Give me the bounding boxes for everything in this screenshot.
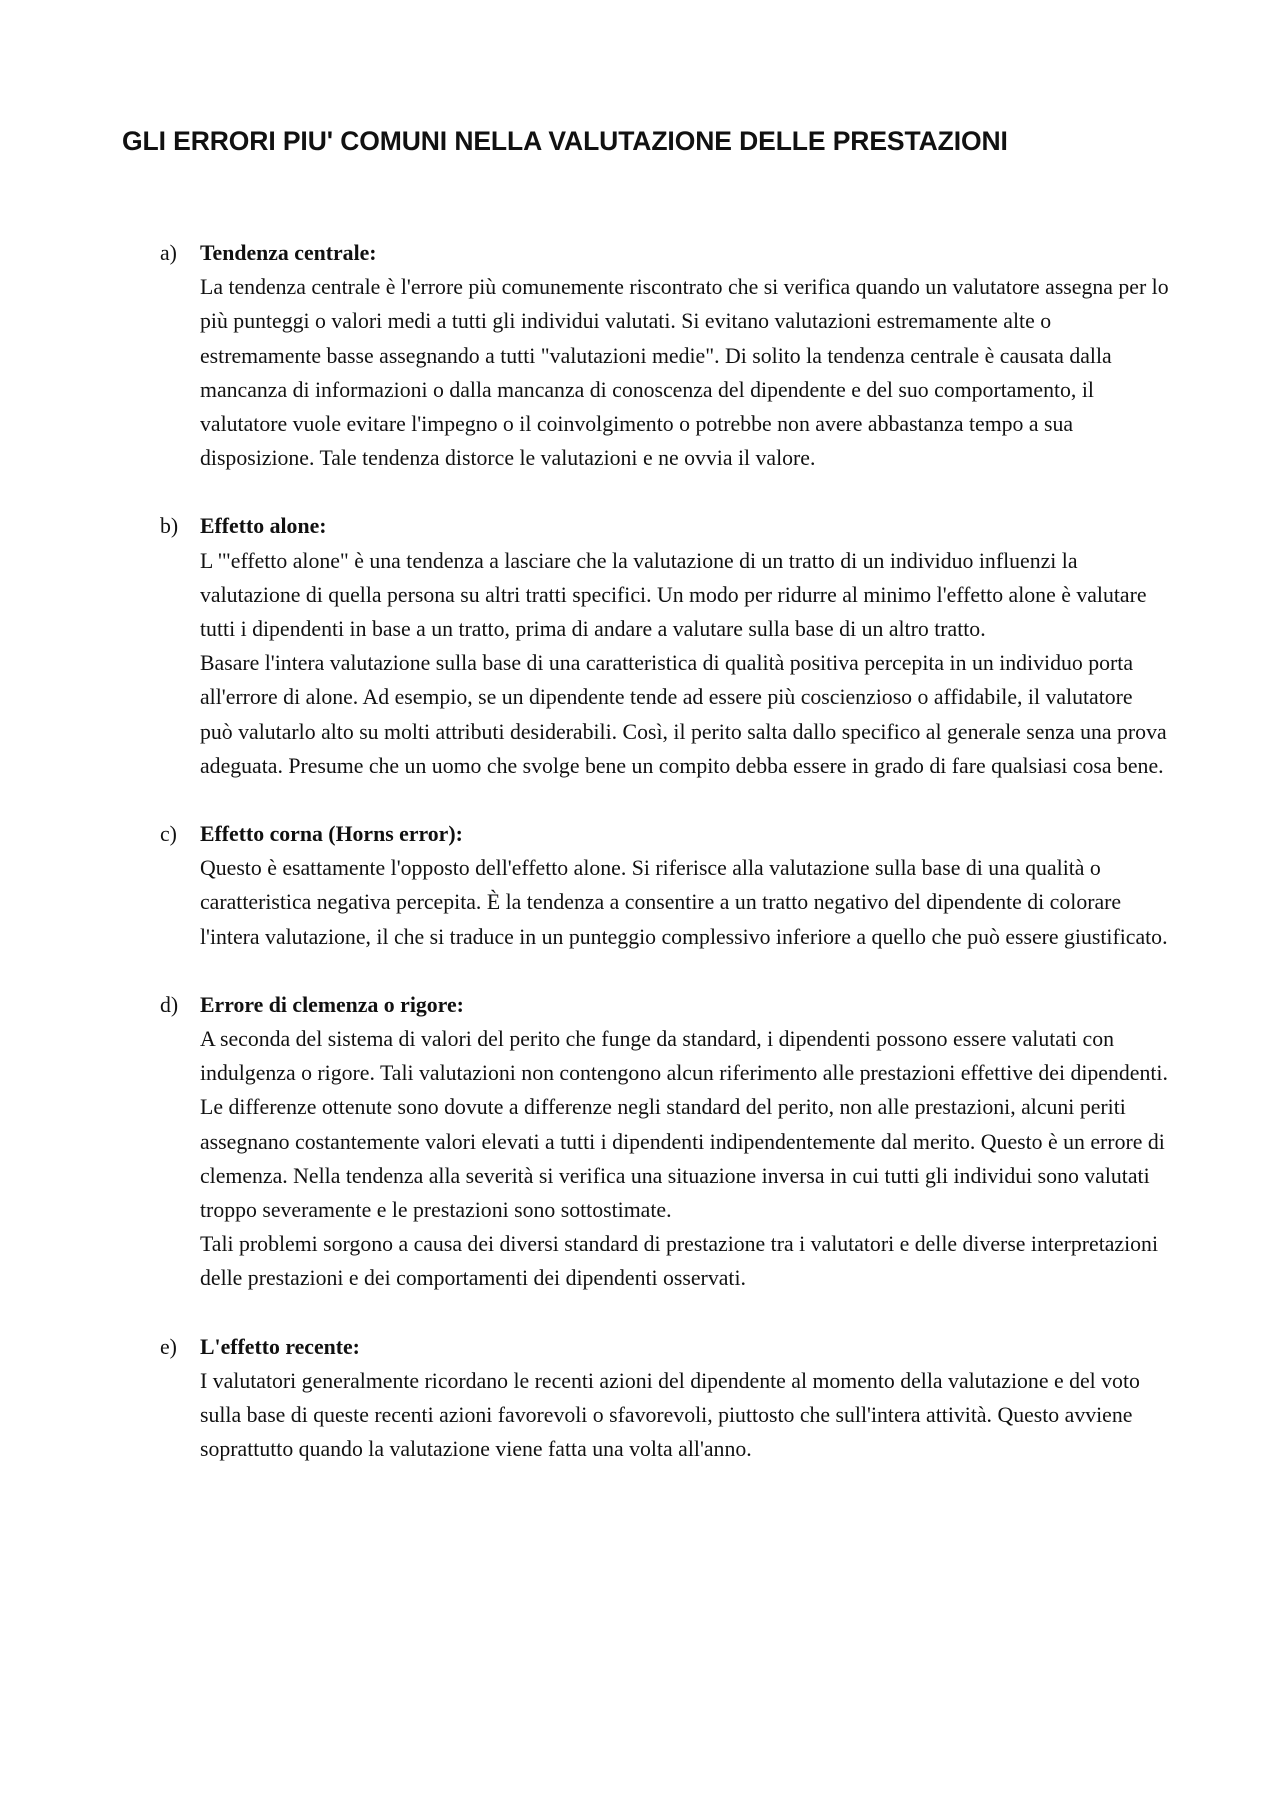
list-item: [0, 988, 1280, 1296]
list-marker: a): [160, 241, 177, 265]
list-marker: e): [160, 1334, 177, 1359]
section-paragraph: Basare l'intera valutazione sulla base di una caratteristica di qualità positiva percepita in un individuo porta all'errore di alone. Ad esempio, se un dipendente tende ad essere più coscienzioso o affidabile, il valutatore può valutarlo alto su molti attributi desiderabili. Così, il perito salta dallo specifico al generale senza una prova adeguata. Presume che un uomo che svolge bene un compito debba essere in grado di fare qualsiasi cosa bene.: [200, 651, 1167, 778]
page-title: GLI ERRORI PIU' COMUNI NELLA VALUTAZIONE DELLE PRESTAZIONI: [122, 126, 1008, 156]
list-item: [0, 817, 1280, 954]
section-paragraph: L '"effetto alone" è una tendenza a lasciare che la valutazione di un tratto di un individuo influenzi la valutazione di quella persona su altri tratti specifici. Un modo per ridurre al minimo l'effetto alone è valutare tutti i dipendenti in base a un tratto, prima di andare a valutare sulla base di un altro tratto.: [200, 548, 1147, 642]
section-heading: L'effetto recente:: [200, 1334, 360, 1359]
list-item-content: [200, 1330, 1170, 1467]
section-paragraph: La tendenza centrale è l'errore più comunemente riscontrato che si verifica quando un valutatore assegna per lo più punteggi o valori medi a tutti gli individui valutati. Si evitano valutazioni estremamente alte o estremamente basse assegnando a tutti "valutazioni medie". Di solito la tendenza centrale è causata dalla mancanza di informazioni o dalla mancanza di conoscenza del dipendente e del suo comportamento, il valutatore vuole evitare l'impegno o il coinvolgimento o potrebbe non avere abbastanza tempo a sua disposizione. Tale tendenza distorce le valutazioni e ne ovvia il valore.: [200, 275, 1169, 471]
section-paragraph: I valutatori generalmente ricordano le recenti azioni del dipendente al momento della valutazione e del voto sulla base di queste recenti azioni favorevoli o sfavorevoli, piuttosto che sull'intera attività. Questo avviene soprattutto quando la valutazione viene fatta una volta all'anno.: [200, 1368, 1140, 1462]
list-item-content: [200, 509, 1170, 783]
section-heading: Tendenza centrale:: [200, 241, 377, 265]
section-paragraph: Questo è esattamente l'opposto dell'effetto alone. Si riferisce alla valutazione sulla base di una qualità o caratteristica negativa percepita. È la tendenza a consentire a un tratto negativo del dipendente di colorare l'intera valutazione, il che si traduce in un punteggio complessivo inferiore a quello che può essere giustificato.: [200, 856, 1168, 949]
section-heading: Effetto corna (Horns error):: [200, 822, 463, 847]
section-paragraph: A seconda del sistema di valori del perito che funge da standard, i dipendenti possono essere valutati con indulgenza o rigore. Tali valutazioni non contengono alcun riferimento alle prestazioni effettive dei dipendenti. Le differenze ottenute sono dovute a differenze negli standard del perito, non alle prestazioni, alcuni periti assegnano costantemente valori elevati a tutti i dipendenti indipendentemente dal merito. Questo è un errore di clemenza. Nella tendenza alla severità si verifica una situazione inversa in cui tutti gli individui sono valutati troppo severamente e le prestazioni sono sottostimate.: [200, 1027, 1168, 1223]
list-marker: c): [160, 822, 177, 847]
list-item: [0, 509, 1280, 783]
list-item-content: [200, 817, 1170, 954]
list-marker: b): [160, 514, 179, 539]
list-marker: d): [160, 992, 179, 1017]
list-item-content: [200, 236, 1170, 475]
list-item: [0, 236, 1280, 475]
list-item-content: [200, 988, 1170, 1296]
error-list: [0, 236, 1280, 1501]
section-heading: Errore di clemenza o rigore:: [200, 992, 464, 1017]
section-heading: Effetto alone:: [200, 514, 327, 539]
list-item: [0, 1330, 1280, 1467]
section-paragraph: Tali problemi sorgono a causa dei diversi standard di prestazione tra i valutatori e delle diverse interpretazioni delle prestazioni e dei comportamenti dei dipendenti osservati.: [200, 1232, 1159, 1291]
